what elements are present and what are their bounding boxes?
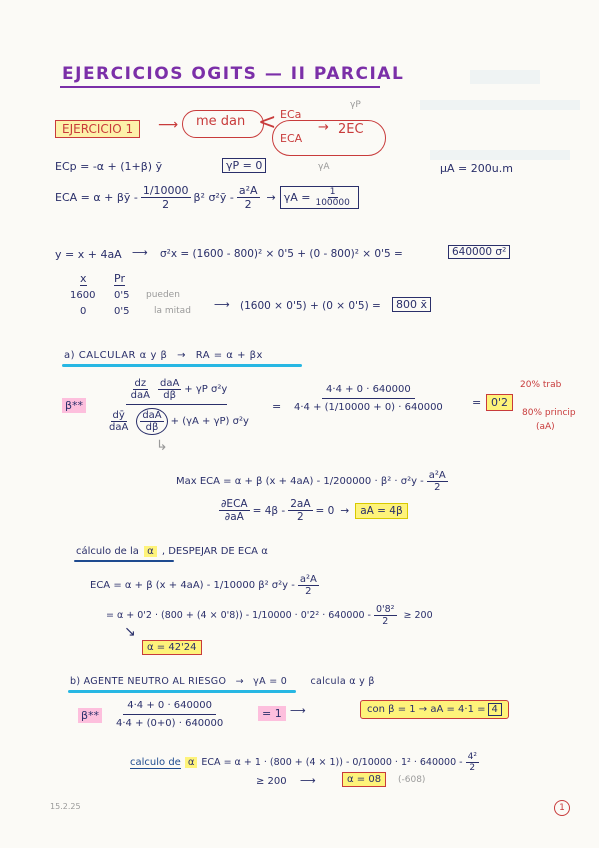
date-note: 15.2.25 (50, 802, 81, 811)
ecaa-label: ECA (280, 132, 303, 145)
arrow: ⟶ (132, 246, 148, 259)
frac-num: dz (134, 378, 147, 389)
frac-den: 2 (305, 586, 312, 597)
calc-alpha-underline (74, 560, 174, 562)
eca-label: ECa (280, 108, 302, 121)
frac-den: dβ (163, 390, 176, 401)
frac-den: 2 (297, 511, 304, 523)
max-eca-text: Max ECA = α + β (x + 4aA) - 1/200000 · β² · σ²y - (176, 476, 424, 487)
part-b-heading-text: b) AGENTE NEUTRO AL RIESGO (70, 676, 227, 687)
y-equation: y = x + 4aA (55, 248, 122, 261)
eca-frac2-num: a²A (238, 184, 258, 197)
beta-result-fraction (290, 384, 447, 413)
table-row1-x: 1600 (70, 290, 96, 301)
eca-frac1-num: 1/10000 (142, 184, 189, 197)
frac-den: 2 (469, 763, 476, 773)
equals-sign: = (272, 400, 282, 413)
bleed-through-mark (430, 150, 570, 160)
mean-equation: (1600 × 0'5) + (0 × 0'5) = (240, 300, 381, 312)
calc-alpha-prefix: cálculo de la (76, 546, 139, 557)
table-row2-pr: 0'5 (114, 306, 130, 317)
beta-star-b-label: β** (78, 708, 102, 723)
equals-sign: = (472, 396, 482, 409)
part-b-heading-tail: calcula α y β (310, 676, 375, 687)
calc-b-formula: ECA = α + 1 · (800 + (4 × 1)) - 0/10000 · 1² · 640000 - (201, 757, 463, 768)
beta-numerator (126, 378, 228, 405)
eca-numeric-rhs: ≥ 200 (403, 610, 433, 621)
calc-alpha-suffix: , DESPEJAR DE ECA α (161, 546, 268, 557)
calc-b-highlight: α (185, 757, 198, 768)
frac-num: daA (142, 410, 162, 421)
gamma-p-note: γP (350, 100, 361, 110)
mu-value: μA = 200u.m (440, 162, 513, 175)
table-row1-pr: 0'5 (114, 290, 130, 301)
arrow: ⟶ (290, 704, 306, 717)
calc-alpha-heading (76, 546, 268, 557)
frac-den: dβ (145, 422, 159, 433)
beta-b-result-note (360, 700, 509, 719)
deriv-rhs-a: = 4β - (252, 504, 286, 517)
frac-den: 2 (434, 482, 441, 493)
part-b-heading: b) AGENTE NEUTRO AL RIESGO → γA = 0 calcula α y β (70, 676, 375, 687)
beta-b-den: 4·4 + (0+0) · 640000 (116, 718, 224, 729)
arrow: ⟶ (300, 774, 316, 787)
eca-formula: ECA = α + βȳ - $\frac{1/10000}{2}$ β² σ²ȳ - $\frac{\text{a²A}}{2}$ → γA = $\frac{1}{100000}$ (55, 184, 359, 211)
result-note-box: 4 (488, 703, 502, 716)
page-number: 1 (554, 800, 570, 816)
arrow: ⟶ (214, 298, 230, 311)
result-note-text: con β = 1 → aA = 4·1 = (367, 704, 486, 715)
mean-result-box: 800 x̄ (392, 297, 431, 312)
note-aa: (aA) (536, 422, 555, 432)
deriv-num: ∂ECA (221, 498, 248, 510)
part-a-heading-text: a) CALCULAR α y β (64, 350, 168, 361)
gamma-a-note: γA (318, 162, 330, 172)
table-header-x: x (80, 272, 87, 285)
alpha-note-b: (-608) (398, 775, 426, 785)
eca-mid: β² σ²ȳ - (193, 191, 234, 204)
ecp-formula: ECp = -α + (1+β) ȳ (55, 160, 163, 173)
max-eca-formula (176, 470, 451, 493)
frac-num: a²A (428, 470, 446, 481)
table-row2-x: 0 (80, 306, 87, 317)
frac-num: dȳ (112, 410, 125, 421)
derivative-equation: $\frac{\text{∂ECA}}{\partial aA}$ = 4β - $\frac{2aA}{2}$ = 0 → aA = 4β (216, 498, 408, 523)
eca-expanded (90, 574, 322, 597)
frac-num: 4² (467, 752, 477, 762)
page-title: EJERCICIOS OGITS — II PARCIAL (62, 64, 405, 84)
eca-numeric-text: = α + 0'2 · (800 + (4 × 0'8)) - 1/10000 · 0'2² · 640000 - (106, 610, 371, 621)
part-a-heading: a) CALCULAR α y β → RA = α + βx (64, 350, 263, 361)
gamma-a-den: 100000 (315, 198, 350, 208)
brace: < (258, 110, 277, 135)
eca-expand-text: ECA = α + β (x + 4aA) - 1/10000 β² σ²y - (90, 580, 295, 591)
eca-frac1-den: 2 (162, 198, 170, 211)
frac-den: 2 (382, 616, 389, 627)
two-ec-text: 2EC (338, 122, 364, 137)
frac-num: 0'8² (375, 604, 395, 615)
deriv-result-box: aA = 4β (355, 503, 407, 519)
frac-num: a²A (299, 574, 317, 585)
gamma-a-lhs: γA = (283, 191, 311, 204)
alpha-result-b: α = 08 (342, 772, 386, 787)
calc-b-prefix: calculo de (130, 756, 181, 768)
exercise-label: EJERCICIO 1 (55, 120, 140, 138)
calc-alpha-b (130, 752, 482, 773)
beta-b-num: 4·4 + 0 · 640000 (123, 700, 216, 715)
gamma-a-box (280, 186, 359, 209)
arrow: ⟶ (158, 117, 179, 133)
title-underline (60, 86, 380, 88)
gamma-a-num: 1 (329, 187, 336, 197)
calc-alpha-highlight: α (144, 546, 157, 557)
eca-left: ECA = α + βȳ - (55, 191, 138, 204)
note-20-trab: 20% trab (520, 380, 562, 390)
frac-num: daA (159, 378, 180, 389)
frac-den: daA (130, 390, 150, 401)
beta-b-fraction (112, 700, 227, 729)
eca-numeric (106, 604, 433, 627)
beta-star-label: β** (62, 398, 86, 413)
ec-bubble (272, 120, 386, 156)
sigma-equation: σ²x = (1600 - 800)² × 0'5 + (0 - 800)² × 0'5 = (160, 248, 403, 260)
note-80-princip: 80% princip (522, 408, 576, 418)
frac-num: 2aA (290, 498, 311, 510)
sigma-result-box: 640000 σ² (448, 245, 510, 259)
pueden-note: pueden (146, 290, 180, 300)
deriv-rhs-b: = 0 (315, 504, 335, 517)
beta-result-den: 4·4 + (1/10000 + 0) · 640000 (294, 402, 443, 413)
alpha-result-a: α = 42'24 (142, 640, 202, 655)
arrow: → (318, 120, 329, 135)
frac-den: daA (109, 422, 129, 433)
deriv-den: ∂aA (224, 511, 244, 523)
la-mitad-note: la mitad (154, 306, 191, 316)
table-header-pr: Pr (114, 272, 125, 285)
part-a-heading-arrow-text: RA = α + βx (195, 350, 263, 361)
bleed-through-mark (420, 100, 580, 110)
beta-result-box: 0'2 (486, 394, 513, 411)
arrow: ↘ (124, 624, 136, 640)
denominator-tail: + (γA + γP) σ²y (170, 416, 249, 427)
beta-b-result: = 1 (258, 706, 286, 721)
beta-star-fraction (104, 378, 249, 435)
curved-arrow: ↳ (156, 438, 168, 454)
eca-frac2-den: 2 (244, 198, 252, 211)
numerator-tail: + γP σ²y (184, 384, 228, 395)
bleed-through-mark (470, 70, 540, 84)
beta-denominator (104, 405, 249, 435)
part-b-underline (68, 690, 296, 693)
gamma-p-box: γP = 0 (222, 158, 266, 173)
beta-result-num: 4·4 + 0 · 640000 (322, 384, 415, 399)
ge-200-b: ≥ 200 (256, 776, 287, 787)
part-b-heading-arrow: γA = 0 (253, 676, 288, 687)
me-dan-text: me dan (196, 114, 246, 129)
part-a-underline (62, 364, 302, 367)
